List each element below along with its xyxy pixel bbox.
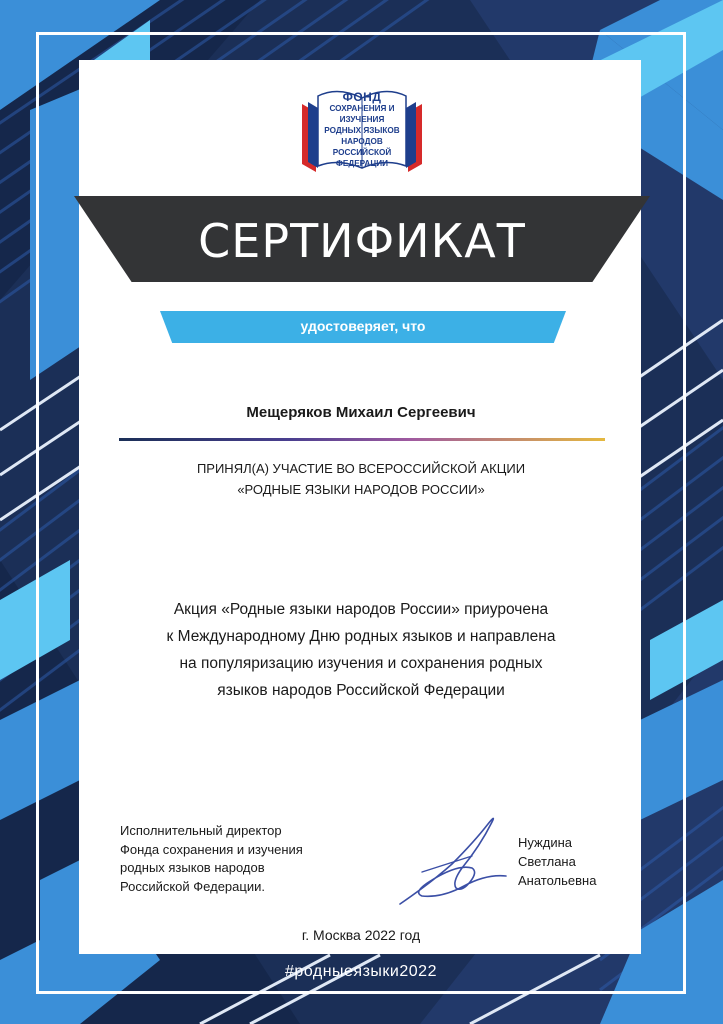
signature-icon	[392, 812, 512, 912]
director-line: родных языков народов	[120, 860, 265, 875]
logo-line: РОССИЙСКОЙ	[332, 148, 392, 157]
signer-name	[518, 833, 628, 890]
signer-line: Анатольевна	[518, 873, 597, 888]
certificate-paper	[79, 60, 641, 954]
place-and-year: г. Москва 2022 год	[301, 927, 421, 943]
certificate-title: СЕРТИФИКАТ	[198, 214, 526, 268]
logo-line: РОДНЫХ ЯЗЫКОВ	[324, 126, 400, 135]
certificate-subtitle: удостоверяет, что	[300, 318, 426, 334]
director-title	[120, 822, 360, 896]
director-line: Российской Федерации.	[120, 878, 265, 894]
description-line: к Международному Дню родных языков и направлена	[166, 628, 556, 645]
description-line: на популяризацию изучения и сохранения родных	[179, 655, 543, 672]
director-line: Фонда сохранения и изучения	[120, 841, 303, 857]
foundation-logo-text	[318, 92, 406, 169]
logo-line: ФЕДЕРАЦИИ	[335, 159, 389, 168]
participation-line: «РОДНЫЕ ЯЗЫКИ НАРОДОВ РОССИИ»	[237, 482, 485, 497]
participation-statement	[110, 458, 612, 500]
description-line: языков народов Российской Федерации	[217, 682, 505, 699]
logo-title: ФОНД	[342, 90, 382, 104]
signer-line: Светлана	[518, 854, 576, 869]
campaign-description	[100, 596, 622, 704]
participation-line: ПРИНЯЛ(А) УЧАСТИЕ ВО ВСЕРОССИЙСКОЙ АКЦИИ	[196, 461, 526, 476]
recipient-name: Мещеряков Михаил Сергеевич	[246, 404, 476, 421]
director-line: Исполнительный директор	[120, 823, 282, 838]
description-line: Акция «Родные языки народов России» приурочена	[173, 601, 549, 618]
signer-line: Нуждина	[518, 835, 572, 850]
logo-line: НАРОДОВ	[341, 137, 383, 146]
name-underline	[119, 438, 605, 441]
logo-line: СОХРАНЕНИЯ И ИЗУЧЕНИЯ	[329, 104, 395, 124]
hashtag: #родныеязыки2022	[285, 963, 437, 980]
